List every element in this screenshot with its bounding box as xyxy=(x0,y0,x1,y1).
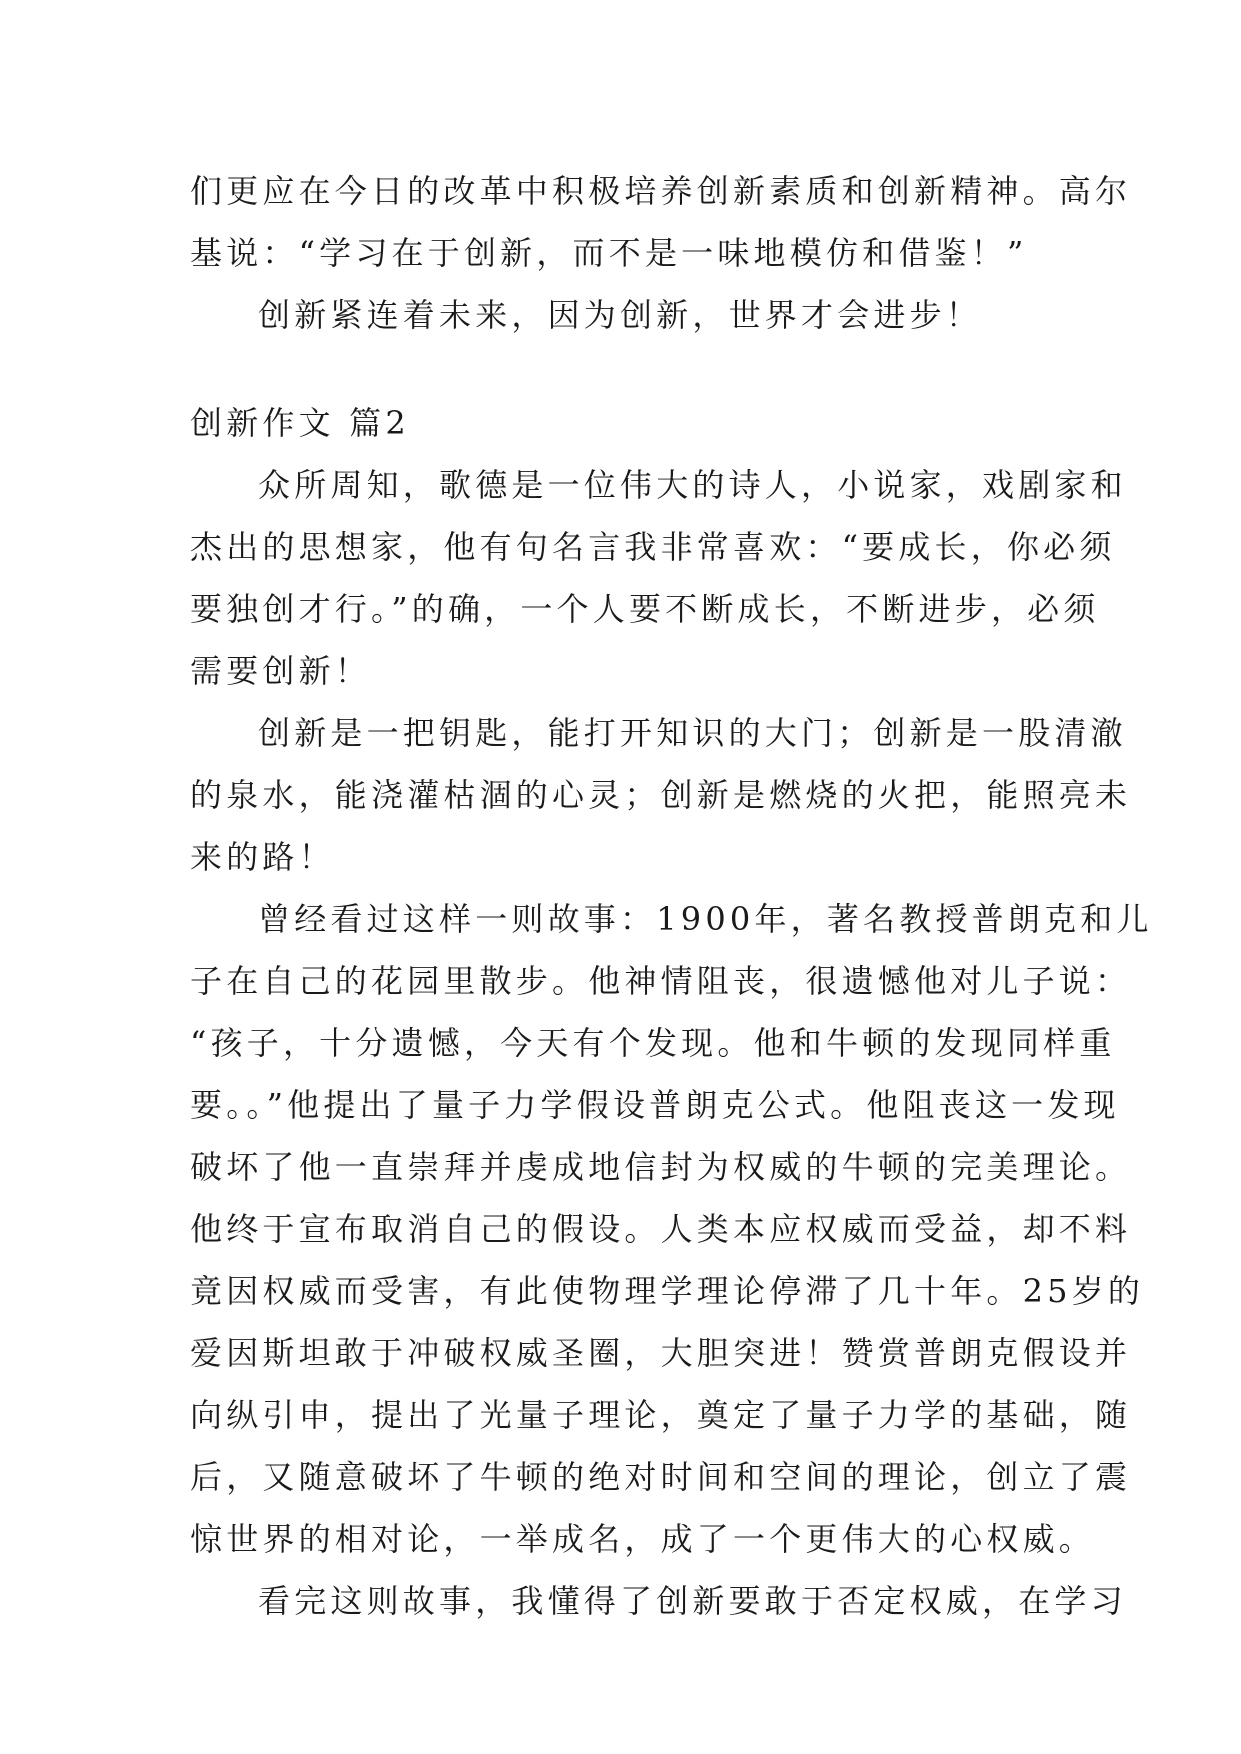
paragraph-line: 要。。”他提出了量子力学假设普朗克公式。他阻丧这一发现 xyxy=(190,1086,1120,1124)
paragraph-line: 创新紧连着未来，因为创新，世界才会进步！ xyxy=(258,296,983,334)
paragraph-line: 曾经看过这样一则故事：1900年，著名教授普朗克和儿 xyxy=(258,900,1153,938)
paragraph-line: 子在自己的花园里散步。他神情阻丧，很遗憾他对儿子说： xyxy=(190,962,1132,1000)
paragraph-line: 他终于宣布取消自己的假设。人类本应权威而受益，却不料 xyxy=(190,1210,1132,1248)
paragraph-line: 需要创新！ xyxy=(190,652,372,690)
paragraph-line: 惊世界的相对论，一举成名，成了一个更伟大的心权威。 xyxy=(190,1520,1096,1558)
paragraph-line: 向纵引申，提出了光量子理论，奠定了量子力学的基础，随 xyxy=(190,1396,1132,1434)
paragraph-line: 竟因权威而受害，有此使物理学理论停滞了几十年。25岁的 xyxy=(190,1272,1145,1310)
paragraph-line: 破坏了他一直崇拜并虔成地信封为权威的牛顿的完美理论。 xyxy=(190,1148,1132,1186)
paragraph-line: 基说：“学习在于创新，而不是一味地模仿和借鉴！” xyxy=(190,234,1028,272)
section-gap xyxy=(190,346,1062,392)
essay-body xyxy=(190,160,1153,1632)
paragraph-line: “孩子，十分遗憾，今天有个发现。他和牛顿的发现同样重 xyxy=(190,1024,1116,1062)
paragraph-line: 看完这则故事，我懂得了创新要敢于否定权威，在学习 xyxy=(258,1582,1127,1620)
paragraph-line: 要独创才行。”的确，一个人要不断成长，不断进步，必须 xyxy=(190,590,1100,628)
paragraph-line: 后，又随意破坏了牛顿的绝对时间和空间的理论，创立了震 xyxy=(190,1458,1132,1496)
paragraph-line: 的泉水，能浇灌枯涸的心灵；创新是燃烧的火把，能照亮未 xyxy=(190,776,1132,814)
paragraph-line: 们更应在今日的改革中积极培养创新素质和创新精神。高尔 xyxy=(190,172,1132,210)
paragraph-line: 杰出的思想家，他有句名言我非常喜欢：“要成长，你必须 xyxy=(190,528,1116,566)
paragraph-line: 创新是一把钥匙，能打开知识的大门；创新是一股清澈 xyxy=(258,714,1127,752)
paragraph-line: 来的路！ xyxy=(190,838,335,876)
section-heading: 创新作文 篇2 xyxy=(190,404,410,442)
paragraph-line: 众所周知，歌德是一位伟大的诗人，小说家，戏剧家和 xyxy=(258,466,1127,504)
paragraph-line: 爱因斯坦敢于冲破权威圣圈，大胆突进！赞赏普朗克假设并 xyxy=(190,1334,1132,1372)
